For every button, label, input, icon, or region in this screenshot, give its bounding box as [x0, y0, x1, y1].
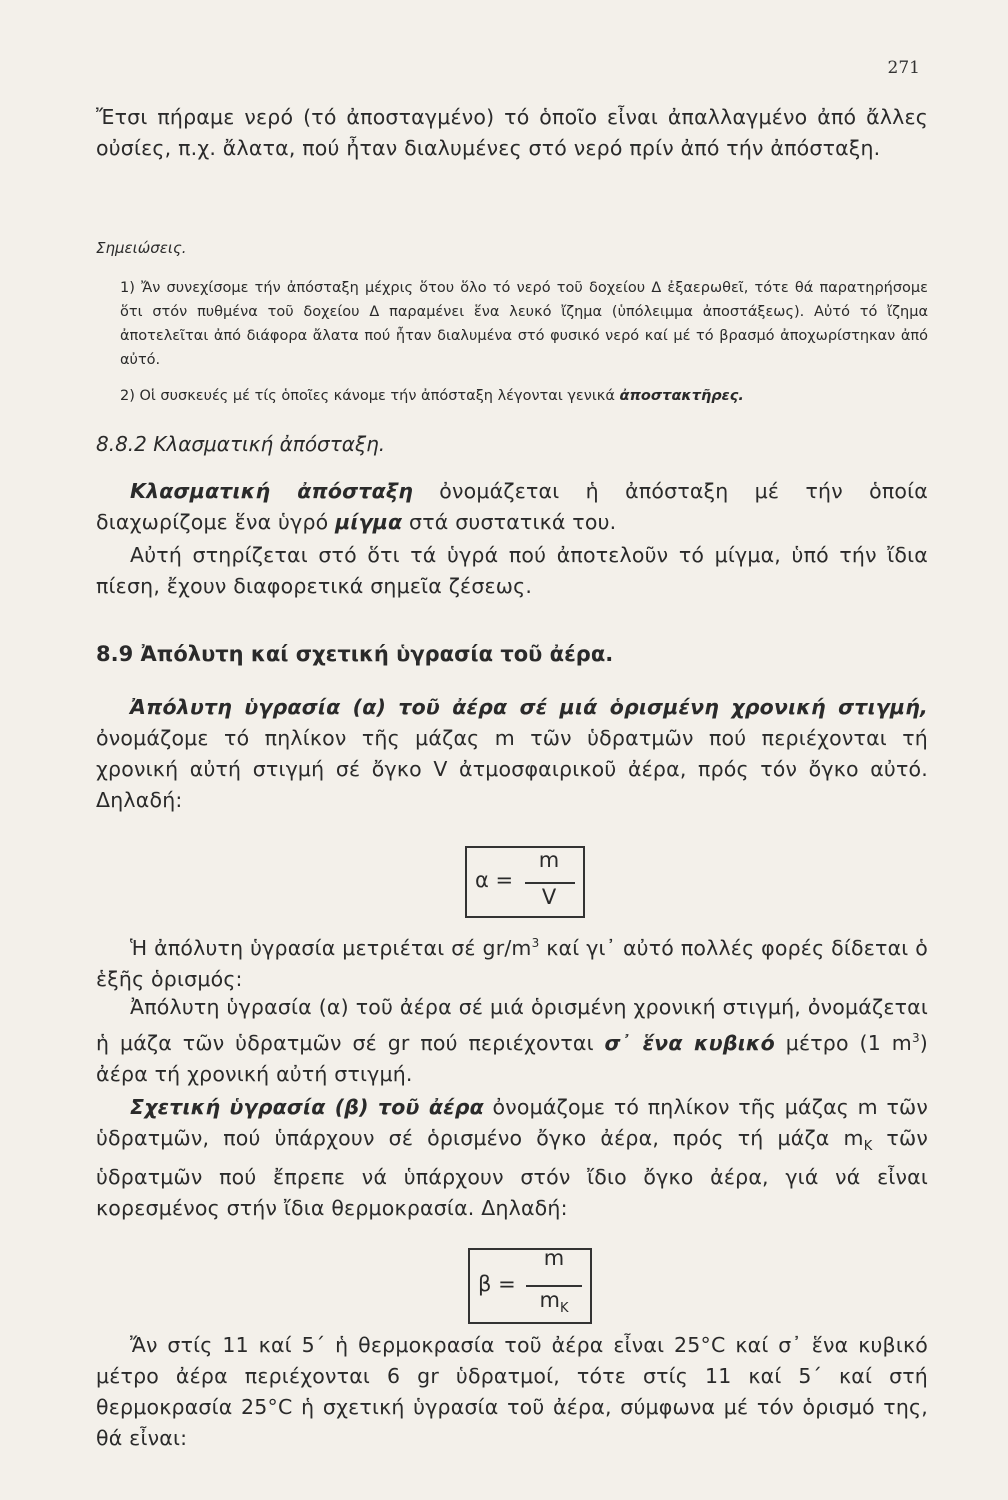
- formula-relative-humidity: [468, 1248, 592, 1324]
- paragraph-absolute-humidity: [96, 692, 928, 816]
- paragraph-boiling-points: Αὐτή στηρίζεται στό ὅτι τά ὑγρά πού ἀποτελοῦν τό μίγμα, ὑπό τήν ἴδια πίεση, ἔχουν διαφορετικά σημεῖα ζέσεως.: [96, 543, 928, 598]
- p7-subscript: K: [863, 1139, 873, 1155]
- p6-text-c: ) ἀέρα τή χρονική αὐτή στιγμή.: [96, 1030, 928, 1086]
- section-heading-8-9: 8.9 Ἀπόλυτη καί σχετική ὑγρασία τοῦ ἀέρα.: [96, 642, 614, 666]
- p7-text-a: ὀνομάζομε τό πηλίκον τῆς μάζας m τῶν ὑδρατμῶν, πού ὑπάρχουν σέ ὁρισμένο ὄγκο ἀέρα, πρός τή μάζα m: [96, 1095, 928, 1150]
- formula-2-den-sub: K: [559, 1301, 569, 1317]
- paragraph-fractional-distillation: [96, 476, 928, 538]
- note-2-wrap: [96, 384, 928, 408]
- page-number: 271: [887, 58, 920, 78]
- p6-superscript: 3: [911, 1031, 920, 1045]
- formula-1-denominator: V: [541, 885, 557, 909]
- formula-2-numerator: m: [543, 1246, 565, 1270]
- section-heading-8-8-2: 8.8.2 Κλασματική ἀπόσταξη.: [96, 432, 386, 456]
- paragraph-relative-humidity: [96, 1092, 928, 1224]
- notes-title: Σημειώσεις.: [96, 239, 187, 257]
- p6-text-b: μέτρο (1 m: [774, 1030, 912, 1055]
- note-2: [96, 384, 928, 408]
- note-2-text: 2) Οἱ συσκευές μέ τίς ὁποῖες κάνομε τήν ἀπόσταξη λέγονται γενικά: [120, 388, 620, 404]
- term-absolute-humidity: Ἀπόλυτη ὑγρασία (α) τοῦ ἀέρα σέ μιά ὁρισμένη χρονική στιγμή,: [130, 695, 928, 719]
- p2-text-b: στά συστατικά του.: [402, 510, 617, 534]
- p2-text-a: ὀνομάζεται ἡ ἀπόσταξη μέ τήν ὁποία διαχωρίζομε ἕνα ὑγρό: [96, 479, 928, 534]
- formula-1-lhs: α =: [475, 868, 514, 892]
- formula-absolute-humidity: [465, 846, 585, 918]
- formula-2-fraction-bar: [526, 1285, 582, 1287]
- paragraph-units: [96, 928, 928, 995]
- formula-2-den-m: m: [539, 1288, 560, 1312]
- p5-text-a: Ἡ ἀπόλυτη ὑγρασία μετριέται σέ gr/m: [130, 935, 532, 960]
- p6-text-a: Ἀπόλυτη ὑγρασία (α) τοῦ ἀέρα σέ μιά ὁρισμένη χρονική στιγμή, ὀνομάζεται ἡ μάζα τῶν ὑδρατμῶν σέ gr πού περιέχονται: [96, 995, 928, 1055]
- formula-1-fraction-bar: [525, 882, 575, 884]
- p4-text: ὀνομάζομε τό πηλίκον τῆς μάζας m τῶν ὑδρατμῶν πού περιέχονται τή χρονική αὐτή στιγμή σέ ὄγκο V ἀτμοσφαιρικοῦ ἀέρα, πρός τόν ὄγκο αὐτό. Δηλαδή:: [96, 726, 928, 812]
- term-fractional-distillation: Κλασματική ἀπόσταξη: [130, 479, 414, 503]
- paragraph-example: Ἄν στίς 11 καί 5´ ἡ θερμοκρασία τοῦ ἀέρα εἶναι 25°C καί σ᾽ ἕνα κυβικό μέτρο ἀέρα περιέχονται 6 gr ὑδρατμοί, τότε στίς 11 καί 5´ καί στή θερμοκρασία 25°C ἡ σχετική ὑγρασία τοῦ ἀέρα, σύμφωνα μέ τόν ὁρισμό της, θά εἶναι:: [96, 1333, 928, 1450]
- paragraph-distilled-water: Ἔτσι πήραμε νερό (τό ἀποσταγμένο) τό ὁποῖο εἶναι ἀπαλλαγμένο ἀπό ἄλλες οὐσίες, π.χ. ἄλατα, πού ἦταν διαλυμένες στό νερό πρίν ἀπό τήν ἀπόσταξη.: [96, 105, 928, 160]
- term-relative-humidity: Σχετική ὑγρασία (β) τοῦ ἀέρα: [130, 1095, 484, 1119]
- paragraph-absolute-definition: [96, 992, 928, 1090]
- note-1-text: 1) Ἄν συνεχίσομε τήν ἀπόσταξη μέχρις ὅτου ὅλο τό νερό τοῦ δοχείου Δ ἐξαερωθεῖ, τότε θά παρατηρήσομε ὅτι στόν πυθμένα τοῦ δοχείου Δ παραμένει ἕνα λευκό ἴζημα (ὑπόλειμμα ἀποστάξεως). Αὐτό τό ἴζημα ἀποτελεῖται ἀπό διάφορα ἄλατα πού ἦταν διαλυμένα στό φυσικό νερό καί μέ τό βρασμό ἀποχωρίστηκαν ἀπό αὐτό.: [120, 280, 928, 368]
- formula-2-denominator: [532, 1288, 576, 1316]
- formula-1-numerator: m: [538, 848, 560, 872]
- term-mixture: μίγμα: [335, 510, 403, 534]
- formula-2-lhs: β =: [478, 1272, 516, 1296]
- term-cubic-meter: σ᾽ ἕνα κυβικό: [604, 1030, 775, 1055]
- p7-text-b: τῶν ὑδρατμῶν πού ἔπρεπε νά ὑπάρχουν στόν ἴδιο ὄγκο ἀέρα, γιά νά εἶναι κορεσμένος στήν ἴδια θερμοκρασία. Δηλαδή:: [96, 1126, 928, 1221]
- note-2-term: ἀποστακτῆρες.: [619, 388, 744, 404]
- p5-superscript: 3: [531, 936, 540, 950]
- note-1: [96, 276, 928, 372]
- p5-text-b: καί γι᾽ αὐτό πολλές φορές δίδεται ὁ ἑξῆς ὁρισμός:: [96, 935, 929, 991]
